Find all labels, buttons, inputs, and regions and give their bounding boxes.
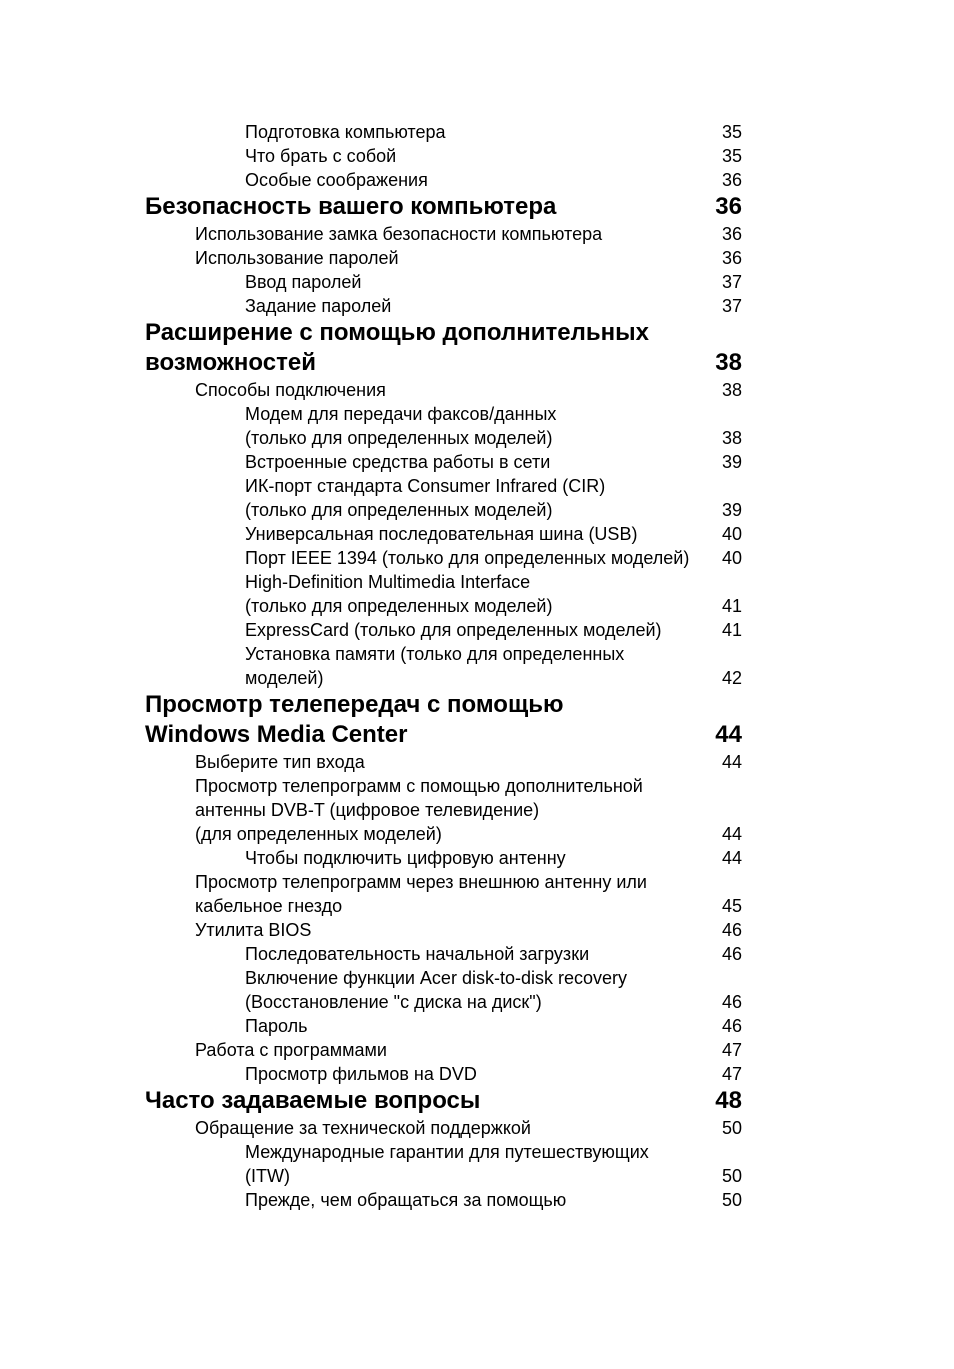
toc-entry-title-line: Установка памяти (только для определенных	[245, 644, 625, 664]
toc-page-number: 48	[715, 1087, 742, 1114]
toc-entry[interactable]	[0, 450, 954, 474]
toc-entry[interactable]	[0, 270, 954, 294]
toc-entry[interactable]	[0, 120, 954, 144]
toc-entry[interactable]	[0, 642, 954, 690]
toc-page-number: 44	[721, 752, 742, 772]
toc-entry-title-line: Работа с программами	[195, 1040, 387, 1060]
toc-entry-title-line: Часто задаваемые вопросы	[145, 1087, 481, 1114]
toc-entry-title-line: (только для определенных моделей)	[245, 500, 553, 520]
toc-entry-title-line: (только для определенных моделей)	[245, 428, 553, 448]
toc-page-number: 37	[721, 272, 742, 292]
toc-entry-title-line: Выберите тип входа	[195, 752, 365, 772]
toc-entry-title-line: High-Definition Multimedia Interface	[245, 572, 531, 592]
toc-chapter[interactable]	[0, 318, 954, 378]
toc-entry[interactable]	[0, 846, 954, 870]
toc-entry-title-line: Использование замка безопасности компьютера	[195, 224, 603, 244]
toc-page-number: 41	[721, 620, 742, 640]
toc-entry-title-line: Просмотр телепрограмм через внешнюю антенну или	[195, 872, 647, 892]
toc-entry-title-line: Прежде, чем обращаться за помощью	[245, 1190, 567, 1210]
toc-entry[interactable]	[0, 870, 954, 918]
toc-entry-title-line: Включение функции Acer disk-to-disk recovery	[245, 968, 627, 988]
toc-entry[interactable]	[0, 402, 954, 450]
toc-entry-title-line: Универсальная последовательная шина (USB)	[245, 524, 638, 544]
toc-entry-title-line: возможностей	[145, 349, 316, 376]
toc-entry[interactable]	[0, 618, 954, 642]
toc-page-number: 44	[721, 824, 742, 844]
toc-entry[interactable]	[0, 1014, 954, 1038]
toc-entry-title-line: антенны DVB-T (цифровое телевидение)	[195, 800, 540, 820]
toc-page-number: 36	[721, 170, 742, 190]
toc-entry-title-line: Способы подключения	[195, 380, 386, 400]
toc-page-number: 41	[721, 596, 742, 616]
toc-entry[interactable]	[0, 522, 954, 546]
toc-page-number: 50	[721, 1166, 742, 1186]
toc-entry[interactable]	[0, 474, 954, 522]
toc-entry-title-line: Использование паролей	[195, 248, 399, 268]
toc-page-number: 39	[721, 452, 742, 472]
toc-page-number: 37	[721, 296, 742, 316]
toc-entry[interactable]	[0, 750, 954, 774]
toc-page-number: 36	[715, 193, 742, 220]
toc-page-number: 46	[721, 920, 742, 940]
toc-page-number: 44	[721, 848, 742, 868]
toc-entry[interactable]	[0, 942, 954, 966]
toc-entry-title-line: Международные гарантии для путешествующих	[245, 1142, 649, 1162]
toc-entry-title-line: Утилита BIOS	[195, 920, 312, 940]
toc-entry-title-line: Особые соображения	[245, 170, 428, 190]
toc-page-number: 44	[715, 721, 742, 748]
toc-page-number: 47	[721, 1040, 742, 1060]
toc-entry-title-line: Встроенные средства работы в сети	[245, 452, 551, 472]
toc-entry-title-line: Что брать с собой	[245, 146, 397, 166]
toc-entry-title-line: ExpressCard (только для определенных моделей)	[245, 620, 662, 640]
toc-entry[interactable]	[0, 294, 954, 318]
toc-page-number: 36	[721, 224, 742, 244]
toc-page-number: 38	[721, 428, 742, 448]
toc-entry-title-line: Безопасность вашего компьютера	[145, 193, 557, 220]
toc-entry-title-line: (ITW)	[245, 1166, 290, 1186]
toc-entry-title-line: ИК-порт стандарта Consumer Infrared (CIR)	[245, 476, 606, 496]
toc-entry-title-line: (Восстановление "с диска на диск")	[245, 992, 542, 1012]
toc-entry[interactable]	[0, 774, 954, 846]
toc-page-number: 38	[715, 349, 742, 376]
toc-entry[interactable]	[0, 570, 954, 618]
toc-page-number: 39	[721, 500, 742, 520]
toc-page-number: 40	[721, 524, 742, 544]
toc-entry[interactable]	[0, 1062, 954, 1086]
toc-entry-title-line: Подготовка компьютера	[245, 122, 446, 142]
toc-entry-title-line: кабельное гнездо	[195, 896, 343, 916]
toc-entry-title-line: Ввод паролей	[245, 272, 362, 292]
toc-page-number: 50	[721, 1190, 742, 1210]
toc-page-number: 47	[721, 1064, 742, 1084]
toc-entry-title-line: Модем для передачи факсов/данных	[245, 404, 557, 424]
toc-entry[interactable]	[0, 1038, 954, 1062]
toc-page-number: 50	[721, 1118, 742, 1138]
toc-page-number: 35	[721, 122, 742, 142]
toc-page-number: 46	[721, 992, 742, 1012]
toc-page-number: 35	[721, 146, 742, 166]
toc-entry[interactable]	[0, 966, 954, 1014]
toc-entry-title-line: Последовательность начальной загрузки	[245, 944, 590, 964]
toc-entry-title-line: Расширение с помощью дополнительных	[145, 319, 649, 346]
toc-entry-title-line: Пароль	[245, 1016, 308, 1036]
toc-entry-title-line: Чтобы подключить цифровую антенну	[245, 848, 566, 868]
toc-entry[interactable]	[0, 222, 954, 246]
toc-entry[interactable]	[0, 1140, 954, 1188]
toc-page-number: 45	[721, 896, 742, 916]
toc-entry[interactable]	[0, 1116, 954, 1140]
toc-chapter[interactable]	[0, 192, 954, 222]
toc-entry[interactable]	[0, 918, 954, 942]
toc-entry-title-line: (только для определенных моделей)	[245, 596, 553, 616]
toc-entry-title-line: Просмотр фильмов на DVD	[245, 1064, 477, 1084]
toc-entry-title-line: Обращение за технической поддержкой	[195, 1118, 531, 1138]
toc-page-number: 46	[721, 1016, 742, 1036]
toc-entry-title-line: Задание паролей	[245, 296, 392, 316]
toc-page-number: 38	[721, 380, 742, 400]
toc-entry-title-line: Просмотр телепередач с помощью	[145, 691, 564, 718]
toc-page-number: 36	[721, 248, 742, 268]
toc-entry[interactable]	[0, 1188, 954, 1212]
toc-entry[interactable]	[0, 144, 954, 168]
toc-entry[interactable]	[0, 168, 954, 192]
toc-entry[interactable]	[0, 546, 954, 570]
toc-page-number: 42	[721, 668, 742, 688]
toc-entry-title-line: Порт IEEE 1394 (только для определенных моделей)	[245, 548, 690, 568]
toc-entry-title-line: Просмотр телепрограмм с помощью дополнительной	[195, 776, 643, 796]
toc-page-number: 40	[721, 548, 742, 568]
toc-entry-title-line: моделей)	[245, 668, 324, 688]
toc-entry[interactable]	[0, 378, 954, 402]
toc-entry-title-line: (для определенных моделей)	[195, 824, 442, 844]
toc-entry-title-line: Windows Media Center	[145, 721, 408, 748]
toc-entry[interactable]	[0, 246, 954, 270]
toc-chapter[interactable]	[0, 1086, 954, 1116]
toc-page-number: 46	[721, 944, 742, 964]
toc-chapter[interactable]	[0, 690, 954, 750]
